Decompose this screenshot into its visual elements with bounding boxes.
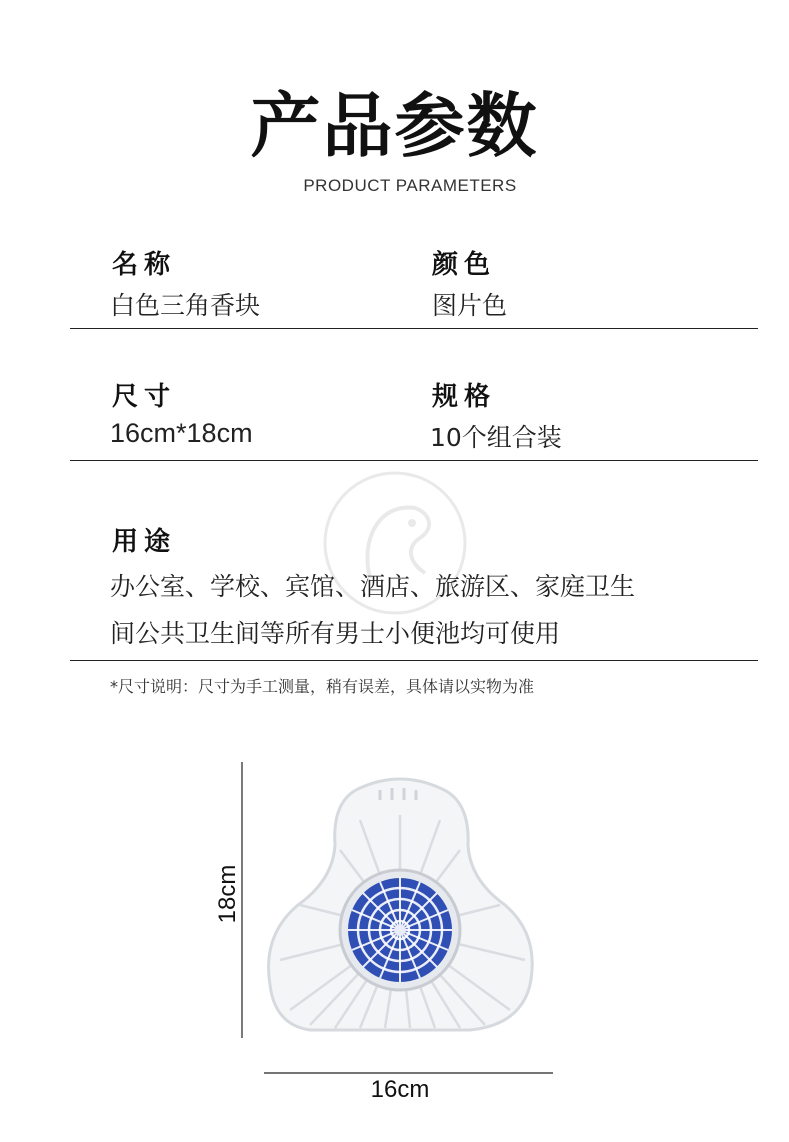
spec-label: 规格 — [432, 382, 497, 412]
usage-value-line1: 办公室、学校、宾馆、酒店、旅游区、家庭卫生 — [110, 572, 636, 601]
size-label: 尺寸 — [112, 382, 177, 412]
height-dimension-label: 18cm — [214, 864, 241, 924]
divider — [70, 660, 758, 661]
width-dimension-label: 16cm — [370, 1076, 430, 1103]
usage-value-line2: 间公共卫生间等所有男士小便池均可使用 — [110, 619, 561, 648]
name-label: 名称 — [112, 250, 177, 280]
page-subtitle: PRODUCT PARAMETERS — [303, 176, 517, 195]
divider — [70, 328, 758, 329]
size-note: *尺寸说明：尺寸为手工测量，稍有误差，具体请以实物为准 — [110, 677, 535, 696]
name-value: 白色三角香块 — [110, 291, 261, 320]
spec-value: 10个组合装 — [430, 423, 562, 452]
divider — [70, 460, 758, 461]
color-value: 图片色 — [432, 291, 508, 320]
color-label: 颜色 — [432, 250, 497, 280]
size-value: 16cm*18cm — [110, 418, 253, 448]
page-title: 产品参数 — [250, 85, 539, 167]
usage-label: 用途 — [112, 527, 177, 557]
